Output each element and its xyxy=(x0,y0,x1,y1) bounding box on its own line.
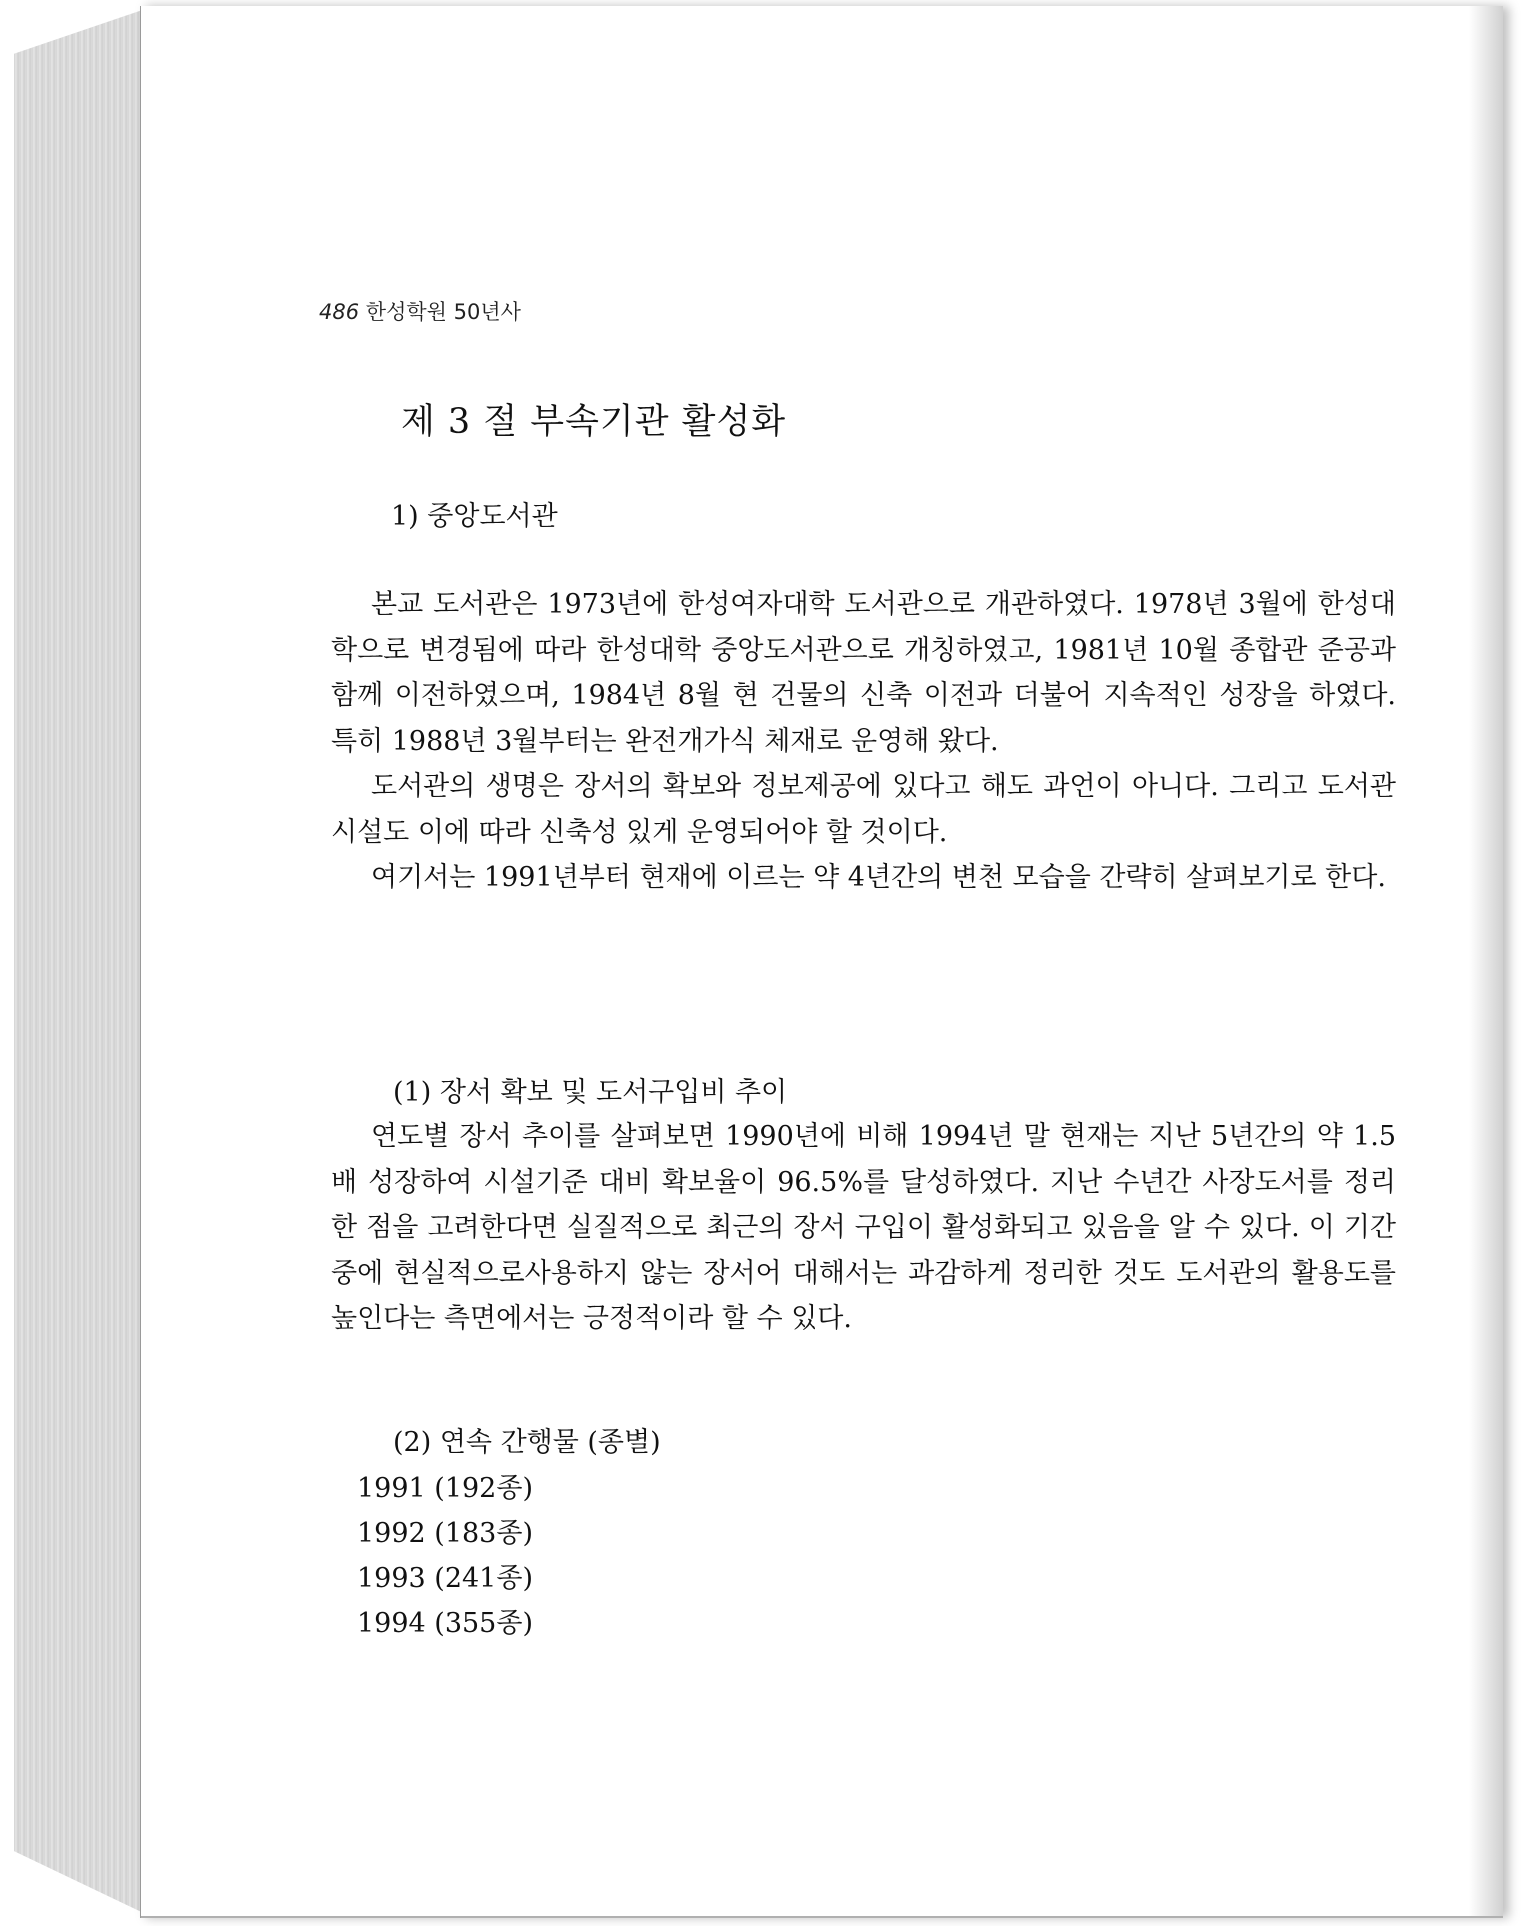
chapter-title: 제 3 절 부속기관 활성화 xyxy=(401,402,787,442)
section-body xyxy=(331,582,1396,901)
list-item: 1992 (183종) xyxy=(357,1518,533,1549)
paragraph: 본교 도서관은 1973년에 한성여자대학 도서관으로 개관하였다. 1978년 3월에 한성대학으로 변경됨에 따라 한성대학 중앙도서관으로 개칭하였고, 1981년 10월 종합관 준공과 함께 이전하였으며, 1984년 8월 현 건물의 신축 이전과 더불어 지속적인 성장을 하였다. 특히 1988년 3월부터는 완전개가식 체재로 운영해 왔다. xyxy=(331,589,1396,757)
paragraph: 연도별 장서 추이를 살펴보면 1990년에 비해 1994년 말 현재는 지난 5년간의 약 1.5배 성장하여 시설기준 대비 확보율이 96.5%를 달성하였다. 지난 수년간 사장도서를 정리한 점을 고려한다면 실질적으로 최근의 장서 구입이 활성화되고 있음을 알 수 있다. 이 기간 중에 현실적으로사용하지 않는 장서어 대해서는 과감하게 정리한 것도 도서관의 활용도를 높인다는 측면에서는 긍정적이라 할 수 있다. xyxy=(331,1121,1396,1334)
page-number: 486 xyxy=(319,300,360,324)
paragraph: 여기서는 1991년부터 현재에 이르는 약 4년간의 변천 모습을 간략히 살펴보기로 한다. xyxy=(371,862,1386,893)
book-title: 한성학원 50년사 xyxy=(365,300,521,324)
book-page-edges xyxy=(14,6,154,1918)
page-bottom-edge xyxy=(141,1916,1503,1918)
list-item: 1993 (241종) xyxy=(357,1563,533,1594)
list-item: 1994 (355종) xyxy=(357,1608,533,1639)
running-head xyxy=(319,296,521,326)
subsection-heading: (2) 연속 간행물 (종별) xyxy=(393,1427,661,1458)
section-heading: 1) 중앙도서관 xyxy=(391,501,558,532)
subsection-body xyxy=(331,1114,1396,1342)
list-item: 1991 (192종) xyxy=(357,1473,533,1504)
page-right-shadow xyxy=(1469,6,1503,1918)
serials-list xyxy=(357,1466,533,1646)
subsection-heading: (1) 장서 확보 및 도서구입비 추이 xyxy=(393,1077,788,1108)
book-page xyxy=(140,6,1503,1918)
paragraph: 도서관의 생명은 장서의 확보와 정보제공에 있다고 해도 과언이 아니다. 그리고 도서관 시설도 이에 따라 신축성 있게 운영되어야 할 것이다. xyxy=(331,771,1396,848)
